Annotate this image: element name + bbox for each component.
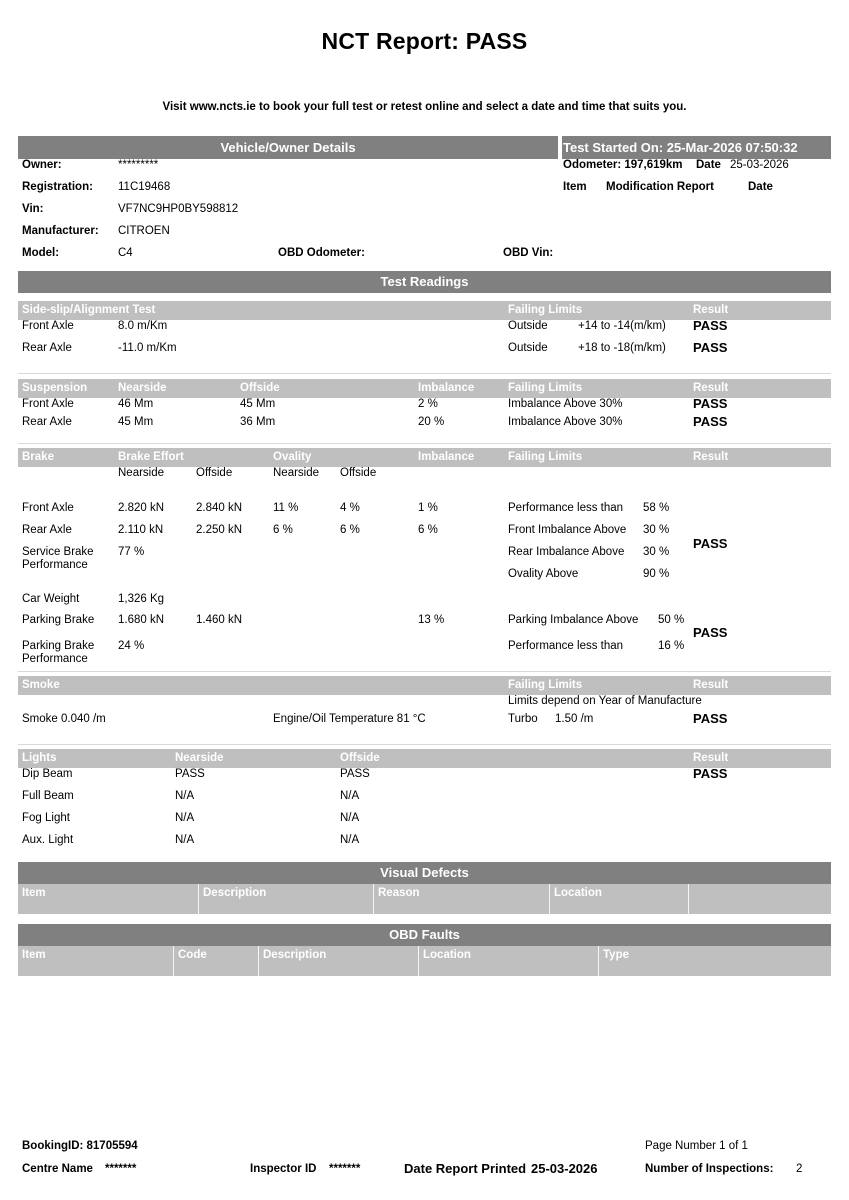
suspension-title: Suspension: [22, 382, 88, 394]
brake-rear-imbalance: 6 %: [418, 524, 438, 536]
number-of-inspections-label: Number of Inspections:: [645, 1163, 774, 1175]
suspension-rear-axle-label: Rear Axle: [22, 416, 72, 428]
light-nearside-dip-beam: PASS: [175, 768, 205, 780]
brake-ovality-label: Ovality: [273, 451, 312, 463]
smoke-title: Smoke: [22, 679, 60, 691]
column-separator: [418, 946, 419, 976]
obd-faults-col-code: Code: [178, 949, 207, 961]
obd-faults-col-type: Type: [603, 949, 629, 961]
modification-report-label: Modification Report: [606, 181, 714, 193]
spacer: [18, 914, 831, 924]
obd-odometer-label: OBD Odometer:: [278, 247, 365, 259]
manufacturer-row: [18, 225, 831, 247]
brake-front-imbalance: 1 %: [418, 502, 438, 514]
sideslip-rear-value: -11.0 m/Km: [118, 342, 177, 354]
parking-brake-label: Parking Brake: [22, 614, 95, 626]
brake-front-effort-nearside: 2.820 kN: [118, 502, 165, 514]
visual-defects-col-location: Location: [554, 887, 602, 899]
brake-limit-value-1: 30 %: [643, 524, 670, 536]
brake-rear-axle-label: Rear Axle: [22, 524, 72, 536]
service-brake-performance-value: 77 %: [118, 546, 145, 558]
suspension-front-offside: 45 Mm: [240, 398, 276, 410]
registration-value: 11C19468: [118, 181, 171, 193]
registration-label: Registration:: [22, 181, 93, 193]
lights-row-full-beam: [18, 790, 831, 812]
lights-offside-label: Offside: [340, 752, 380, 764]
brake-front-ovality-nearside: 11 %: [273, 502, 299, 514]
visual-defects-header: [18, 862, 831, 884]
suspension-row-rear: [18, 416, 831, 436]
brake-front-effort-offside: 2.840 kN: [196, 502, 243, 514]
column-separator: [173, 946, 174, 976]
brake-limit-value-2: 30 %: [643, 546, 670, 558]
obd-faults-columns: [18, 946, 831, 976]
manufacturer-label: Manufacturer:: [22, 225, 99, 237]
spacer: [18, 489, 831, 502]
car-weight-label: Car Weight: [22, 593, 80, 605]
light-offside-full-beam: N/A: [340, 790, 360, 802]
visit-notice: Visit www.ncts.ie to book your full test or retest online and select a date and time that suits you.: [162, 101, 687, 113]
sideslip-result-label: Result: [693, 304, 729, 316]
brake-divider: [18, 664, 831, 672]
brake-service-result: PASS: [693, 536, 728, 551]
light-nearside-aux-light: N/A: [175, 834, 195, 846]
header-divider: [558, 136, 562, 159]
brake-imbalance-label: Imbalance: [418, 451, 475, 463]
model-label: Model:: [22, 247, 60, 259]
parking-brake-offside: 1.460 kN: [196, 614, 243, 626]
suspension-front-limit: Imbalance Above 30%: [508, 398, 623, 410]
sideslip-rear-limit-word: Outside: [508, 342, 548, 354]
suspension-rear-imbalance: 20 %: [418, 416, 445, 428]
brake-limit-text-3: Ovality Above: [508, 568, 579, 580]
suspension-rear-nearside: 45 Mm: [118, 416, 154, 428]
sideslip-front-axle-label: Front Axle: [22, 320, 74, 332]
odometer-label: Odometer: 197,619km: [563, 159, 683, 171]
service-brake-performance-label-line2: Performance: [22, 559, 88, 571]
lights-title: Lights: [22, 752, 57, 764]
visual-defects-columns: [18, 884, 831, 914]
manufacturer-value: CITROEN: [118, 225, 170, 237]
report-content: [18, 136, 831, 976]
lights-result-label: Result: [693, 752, 729, 764]
light-offside-dip-beam: PASS: [340, 768, 370, 780]
suspension-front-result: PASS: [693, 396, 728, 411]
sideslip-row-front: [18, 320, 831, 342]
brake-service-performance-row: [18, 546, 831, 571]
booking-id: BookingID: 81705594: [22, 1140, 138, 1152]
inspector-id-label: Inspector ID: [250, 1163, 317, 1175]
suspension-divider: [18, 436, 831, 444]
sideslip-divider: [18, 364, 831, 374]
light-nearside-full-beam: N/A: [175, 790, 195, 802]
suspension-imbalance-label: Imbalance: [418, 382, 475, 394]
lights-overall-result: PASS: [693, 766, 728, 781]
suspension-result-label: Result: [693, 382, 729, 394]
parking-limit-text-1: Performance less than: [508, 640, 624, 652]
parking-limit-value-0: 50 %: [658, 614, 685, 626]
odometer-date-value: 25-03-2026: [730, 159, 789, 171]
sideslip-front-limit-word: Outside: [508, 320, 548, 332]
footer-line-2: [18, 1163, 831, 1185]
obd-faults-col-item: Item: [22, 949, 46, 961]
owner-value: *********: [118, 159, 159, 171]
sideslip-failing-limits-label: Failing Limits: [508, 304, 583, 316]
smoke-values-row: [18, 713, 831, 739]
turbo-value: 1.50 /m: [555, 713, 594, 725]
brake-limit-text-2: Rear Imbalance Above: [508, 546, 625, 558]
column-separator: [198, 884, 199, 914]
parking-brake-performance-label-line1: Parking Brake: [22, 640, 95, 652]
odometer-date-label: Date: [696, 159, 721, 171]
suspension-failing-limits-label: Failing Limits: [508, 382, 583, 394]
parking-brake-nearside: 1.680 kN: [118, 614, 165, 626]
light-nearside-fog-light: N/A: [175, 812, 195, 824]
obd-faults-col-description: Description: [263, 949, 327, 961]
page-title: NCT Report: PASS: [321, 28, 528, 54]
visual-defects-col-reason: Reason: [378, 887, 420, 899]
owner-label: Owner:: [22, 159, 62, 171]
vin-label: Vin:: [22, 203, 44, 215]
date-report-printed-value: 25-03-2026: [531, 1161, 598, 1176]
brake-rear-ovality-offside: 6 %: [340, 524, 360, 536]
parking-brake-performance-row: [18, 640, 831, 664]
brake-limit-value-3: 90 %: [643, 568, 670, 580]
centre-name-label: Centre Name: [22, 1163, 93, 1175]
report-footer: [18, 1140, 831, 1185]
suspension-nearside-label: Nearside: [118, 382, 167, 394]
smoke-result: PASS: [693, 711, 728, 726]
brake-parking-result: PASS: [693, 625, 728, 640]
suspension-rear-offside: 36 Mm: [240, 416, 276, 428]
parking-brake-performance-value: 24 %: [118, 640, 145, 652]
suspension-front-axle-label: Front Axle: [22, 398, 74, 410]
suspension-front-nearside: 46 Mm: [118, 398, 154, 410]
inspector-id-value: *******: [329, 1163, 361, 1175]
light-offside-aux-light: N/A: [340, 834, 360, 846]
brake-limit-value-0: 58 %: [643, 502, 670, 514]
owner-row: [18, 159, 831, 181]
column-separator: [549, 884, 550, 914]
brake-row-rear: [18, 524, 831, 551]
centre-name-value: *******: [105, 1163, 137, 1175]
light-offside-fog-light: N/A: [340, 812, 360, 824]
column-separator: [373, 884, 374, 914]
parking-limit-text-0: Parking Imbalance Above: [508, 614, 639, 626]
smoke-result-label: Result: [693, 679, 729, 691]
sideslip-front-result: PASS: [693, 318, 728, 333]
sideslip-title: Side-slip/Alignment Test: [22, 304, 156, 316]
brake-ovality-limit-row: [18, 568, 831, 593]
suspension-front-imbalance: 2 %: [418, 398, 438, 410]
brake-result-label: Result: [693, 451, 729, 463]
vin-value: VF7NC9HP0BY598812: [118, 203, 239, 215]
column-separator: [598, 946, 599, 976]
obd-faults-title: OBD Faults: [389, 927, 460, 942]
lights-row-dip-beam: [18, 768, 831, 790]
smoke-failing-limits-label: Failing Limits: [508, 679, 583, 691]
car-weight-row: [18, 593, 831, 614]
turbo-label: Turbo: [508, 713, 538, 725]
vehicle-owner-header: [18, 136, 831, 159]
brake-limit-text-0: Performance less than: [508, 502, 624, 514]
brake-ovality-offside-label: Offside: [340, 467, 377, 479]
test-started-label: Test Started On: 25-Mar-2026 07:50:32: [563, 140, 798, 155]
date-report-printed-label: Date Report Printed: [404, 1161, 527, 1176]
smoke-limits-note: Limits depend on Year of Manufacture: [508, 695, 702, 707]
smoke-value: Smoke 0.040 /m: [22, 713, 106, 725]
obd-faults-header: [18, 924, 831, 946]
column-separator: [688, 884, 689, 914]
sideslip-row-rear: [18, 342, 831, 364]
visual-defects-col-description: Description: [203, 887, 267, 899]
modification-item-label: Item: [563, 181, 587, 193]
brake-effort-nearside-label: Nearside: [118, 467, 165, 479]
obd-vin-label: OBD Vin:: [503, 247, 554, 259]
number-of-inspections-value: 2: [796, 1163, 803, 1175]
parking-brake-imbalance: 13 %: [418, 614, 445, 626]
sideslip-rear-result: PASS: [693, 340, 728, 355]
brake-rear-ovality-nearside: 6 %: [273, 524, 293, 536]
brake-rear-effort-nearside: 2.110 kN: [118, 524, 164, 536]
lights-row-fog-light: [18, 812, 831, 834]
brake-front-axle-label: Front Axle: [22, 502, 74, 514]
footer-line-1: [18, 1140, 831, 1163]
obd-faults-col-location: Location: [423, 949, 471, 961]
brake-limit-text-1: Front Imbalance Above: [508, 524, 627, 536]
test-readings-title: Test Readings: [380, 274, 469, 289]
engine-oil-temperature: Engine/Oil Temperature 81 °C: [273, 713, 426, 725]
suspension-offside-label: Offside: [240, 382, 280, 394]
lights-row-aux-light: [18, 834, 831, 856]
brake-ovality-nearside-label: Nearside: [273, 467, 320, 479]
light-name-full-beam: Full Beam: [22, 790, 74, 802]
vehicle-owner-title: Vehicle/Owner Details: [220, 140, 356, 155]
smoke-header: [18, 676, 831, 695]
parking-brake-performance-label-line2: Performance: [22, 653, 88, 665]
lights-nearside-label: Nearside: [175, 752, 224, 764]
brake-title: Brake: [22, 451, 54, 463]
suspension-rear-result: PASS: [693, 414, 728, 429]
vin-row: [18, 203, 831, 225]
page-number: Page Number 1 of 1: [645, 1140, 748, 1152]
car-weight-value: 1,326 Kg: [118, 593, 165, 605]
parking-limit-value-1: 16 %: [658, 640, 685, 652]
brake-effort-offside-label: Offside: [196, 467, 233, 479]
model-value: C4: [118, 247, 133, 259]
model-row: [18, 247, 831, 271]
brake-header: [18, 448, 831, 467]
sideslip-front-value: 8.0 m/Km: [118, 320, 168, 332]
modification-date-label: Date: [748, 181, 773, 193]
brake-front-ovality-offside: 4 %: [340, 502, 360, 514]
brake-row-front: [18, 502, 831, 524]
sideslip-rear-axle-label: Rear Axle: [22, 342, 72, 354]
suspension-rear-limit: Imbalance Above 30%: [508, 416, 623, 428]
sideslip-rear-limit-value: +18 to -18(m/km): [578, 342, 666, 354]
visual-defects-title: Visual Defects: [380, 865, 469, 880]
light-name-fog-light: Fog Light: [22, 812, 70, 824]
brake-effort-label: Brake Effort: [118, 451, 184, 463]
brake-subheader: [18, 467, 831, 489]
service-brake-performance-label-line1: Service Brake: [22, 546, 94, 558]
registration-row: [18, 181, 831, 203]
parking-brake-row: [18, 614, 831, 640]
test-readings-header: [18, 271, 831, 293]
brake-rear-effort-offside: 2.250 kN: [196, 524, 243, 536]
sideslip-front-limit-value: +14 to -14(m/km): [578, 320, 666, 332]
light-name-dip-beam: Dip Beam: [22, 768, 73, 780]
column-separator: [258, 946, 259, 976]
visual-defects-col-item: Item: [22, 887, 46, 899]
spacer: [18, 293, 831, 301]
light-name-aux-light: Aux. Light: [22, 834, 74, 846]
brake-failing-limits-label: Failing Limits: [508, 451, 583, 463]
